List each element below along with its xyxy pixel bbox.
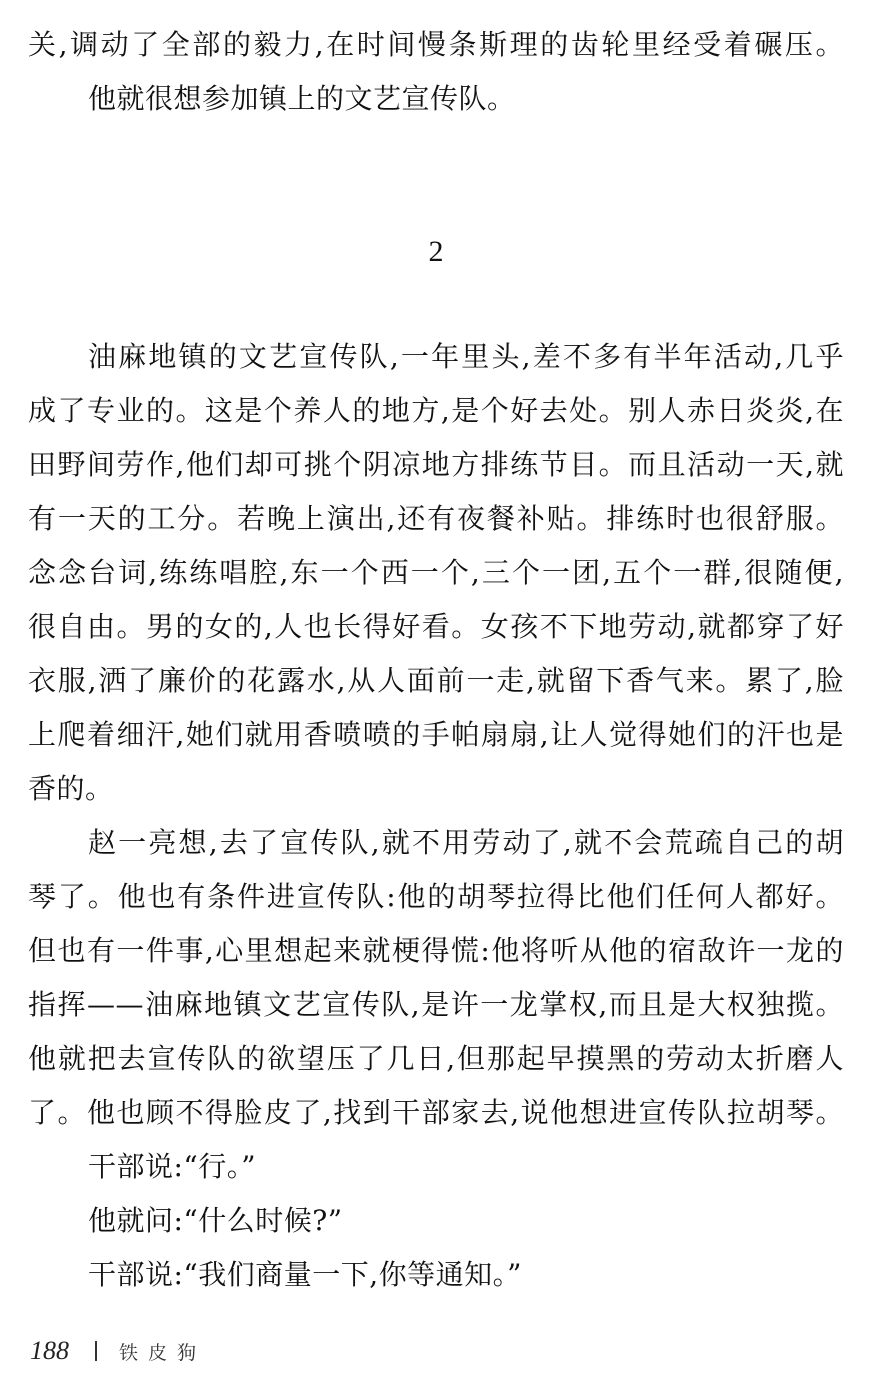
dialogue-line: 干部说:“我们商量一下,你等通知。” — [88, 1258, 522, 1291]
paragraph-line: 琴了。他也有条件进宣传队:他的胡琴拉得比他们任何人都好。 — [28, 880, 844, 913]
paragraph-line: 田野间劳作,他们却可挑个阴凉地方排练节目。而且活动一天,就 — [28, 448, 844, 481]
paragraph-line: 衣服,洒了廉价的花露水,从人面前一走,就留下香气来。累了,脸 — [28, 664, 844, 697]
paragraph-line: 成了专业的。这是个养人的地方,是个好去处。别人赤日炎炎,在 — [28, 394, 844, 427]
paragraph-line: 赵一亮想,去了宣传队,就不用劳动了,就不会荒疏自己的胡 — [88, 826, 844, 859]
page-number: 188 — [30, 1336, 69, 1365]
book-title: 铁皮狗 — [119, 1341, 207, 1364]
dialogue-line: 他就问:“什么时候?” — [88, 1204, 343, 1237]
paragraph-line: 了。他也顾不得脸皮了,找到干部家去,说他想进宣传队拉胡琴。 — [28, 1096, 844, 1129]
paragraph-line: 香的。 — [28, 772, 114, 805]
footer-divider — [95, 1341, 97, 1361]
page-footer — [30, 1334, 206, 1368]
paragraph-line: 有一天的工分。若晚上演出,还有夜餐补贴。排练时也很舒服。 — [28, 502, 844, 535]
paragraph-line: 关,调动了全部的毅力,在时间慢条斯理的齿轮里经受着碾压。 — [28, 28, 844, 61]
chapter-heading: 2 — [428, 235, 444, 268]
paragraph-line: 念念台词,练练唱腔,东一个西一个,三个一团,五个一群,很随便, — [28, 556, 844, 589]
paragraph-line: 很自由。男的女的,人也长得好看。女孩不下地劳动,就都穿了好 — [28, 610, 844, 643]
body-text-block — [28, 330, 844, 1302]
paragraph-line: 上爬着细汗,她们就用香喷喷的手帕扇扇,让人觉得她们的汗也是 — [28, 718, 844, 751]
paragraph-line: 但也有一件事,心里想起来就梗得慌:他将听从他的宿敌许一龙的 — [28, 934, 844, 967]
top-text-block — [28, 18, 844, 126]
paragraph-line: 他就很想参加镇上的文艺宣传队。 — [88, 82, 516, 115]
paragraph-line: 指挥——油麻地镇文艺宣传队,是许一龙掌权,而且是大权独揽。 — [28, 988, 844, 1021]
dialogue-line: 干部说:“行。” — [88, 1150, 257, 1183]
paragraph-line: 油麻地镇的文艺宣传队,一年里头,差不多有半年活动,几乎 — [88, 340, 844, 373]
paragraph-line: 他就把去宣传队的欲望压了几日,但那起早摸黑的劳动太折磨人 — [28, 1042, 844, 1075]
